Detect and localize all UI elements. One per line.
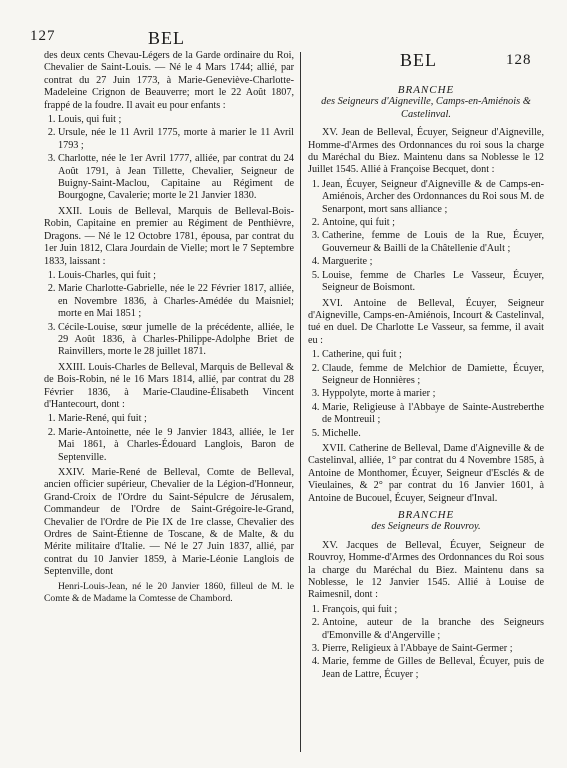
- list-item: 5. Michelle.: [322, 428, 544, 440]
- branch-subtitle-2: des Seigneurs de Rouvroy.: [371, 521, 481, 533]
- generation-xv-rouvroy: XV. Jacques de Belleval, Écuyer, Seigneur de Rouvroy, Homme-d'Armes des Ordonnances du Roi sous la charge du Maréchal du Biez. Maintenu dans sa Noblesse, le 12 Janvier 1545. Allié à Louise de Raimesnil, dont :: [308, 539, 544, 601]
- list-item: 1. Marie-René, qui fuit ;: [58, 413, 294, 425]
- list-item: 2. Marie-Antoinette, née le 9 Janvier 1843, alliée, le 1er Mai 1861, à Charles-Édouard Langlois, Baron de Septenville.: [58, 427, 294, 464]
- list-item: 3. Catherine, femme de Louis de la Rue, Écuyer, Gouverneur & Bailli de la Châtellenie d'Ault ;: [322, 230, 544, 255]
- list-item: 2. Claude, femme de Melchior de Damiette, Écuyer, Seigneur de Honnières ;: [322, 363, 544, 388]
- running-head-right: BEL: [400, 50, 437, 70]
- generation-xvii: XVII. Catherine de Belleval, Dame d'Aigneville & de Castelinval, alliée, 1° par contrat du 4 Novembre 1585, à Antoine de Monthomer, Écuyer, Seigneur d'Esclés & de Vieulaines, & 2° par contrat du 16 Janvier 1601, à Antoine de Bucouel, Écuyer, Seigneur d'Inval.: [308, 442, 544, 504]
- list-item: 1. Louis-Charles, qui fuit ;: [58, 270, 294, 282]
- generation-xvi: XVI. Antoine de Belleval, Écuyer, Seigneur d'Aigneville, Camps-en-Amiénois, Incourt & Castelinval, tué en duel. De Charlotte Le Vasseur, sa femme, il avait eu :: [308, 297, 544, 346]
- list-item: 2. Ursule, née le 11 Avril 1775, morte à marier le 11 Avril 1793 ;: [58, 127, 294, 152]
- right-column: [308, 80, 544, 684]
- list-item: 1. Catherine, qui fuit ;: [322, 349, 544, 361]
- list-item: 5. Louise, femme de Charles Le Vasseur, Écuyer, Seigneur de Boismont.: [322, 270, 544, 295]
- list-item: 1. François, qui fuit ;: [322, 604, 544, 616]
- generation-xxiii: XXIII. Louis-Charles de Belleval, Marquis de Belleval & de Bois-Robin, né le 16 Mars 1814, allié, par contrat du 28 Février 1836, à Marie-Claudine-Élisabeth Vincent d'Hantecourt, dont :: [44, 361, 294, 410]
- branch-subtitle-1: des Seigneurs d'Aigneville, Camps-en-Amiénois & Castelinval.: [321, 96, 531, 120]
- list-item: 1. Louis, qui fuit ;: [58, 114, 294, 126]
- list-item: 3. Charlotte, née le 1er Avril 1777, alliée, par contrat du 24 Août 1791, à Jean Tillette, Chevalier, Seigneur de Buigny-Saint-Maclou, Capitaine au Régiment de Bourgogne, Cavalerie; morte le 21 Janvier 1830.: [58, 153, 294, 203]
- column-divider: [300, 52, 301, 752]
- list-item: 4. Marie, femme de Gilles de Belleval, Écuyer, puis de Jean de Lattre, Écuyer ;: [322, 656, 544, 681]
- list-item: 2. Antoine, auteur de la branche des Seigneurs d'Emonville & d'Angerville ;: [322, 617, 544, 642]
- branch-title-2: BRANCHE: [397, 509, 455, 521]
- list-item: 2. Marie Charlotte-Gabrielle, née le 22 Février 1817, alliée, en Novembre 1836, à Charles-Amédée du Maisniel; morte en Mai 1851 ;: [58, 283, 294, 320]
- generation-xxii: XXII. Louis de Belleval, Marquis de Belleval-Bois-Robin, Capitaine en premier au Régiment de Penthièvre, Dragons. — Né le 12 Octobre 1781, épousa, par contrat du 1er Juin 1812, Clara Jourdain de Vielle; mort le 7 Septembre 1833, laissant :: [44, 205, 294, 267]
- list-item: 4. Marie, Religieuse à l'Abbaye de Sainte-Austreberthe de Montreuil ;: [322, 402, 544, 427]
- running-head-left: BEL: [148, 28, 185, 48]
- generation-xv: XV. Jean de Belleval, Écuyer, Seigneur d'Aigneville, Homme-d'Armes des Ordonnances du roi sous la charge du Maréchal du Biez. Maintenu dans sa Noblesse le 12 Juillet 1545. Allié à Françoise Becquet, dont :: [308, 127, 544, 176]
- branch-title-1: BRANCHE: [397, 84, 455, 96]
- children-list-xv: [308, 179, 544, 295]
- page-number-left: 127: [30, 28, 56, 44]
- list-item: 3. Cécile-Louise, sœur jumelle de la précédente, alliée, le 29 Août 1836, à Charles-Philippe-Adolphe Briet de Rainvillers, morte le 28 juillet 1871.: [58, 322, 294, 359]
- list-item: 3. Hyppolyte, morte à marier ;: [322, 388, 544, 400]
- henri-note: Henri-Louis-Jean, né le 20 Janvier 1860, filleul de M. le Comte & de Madame la Comtesse de Chambord.: [44, 580, 294, 605]
- children-list-2: [44, 270, 294, 359]
- list-item: 4. Marguerite ;: [322, 256, 544, 268]
- page-number-right: 128: [506, 52, 532, 68]
- children-list-xv2: [308, 604, 544, 681]
- children-list-3: [44, 413, 294, 464]
- list-item: 2. Antoine, qui fuit ;: [322, 217, 544, 229]
- list-item: 1. Jean, Écuyer, Seigneur d'Aigneville & de Camps-en-Amiénois, Archer des Ordonnances du Roi sous M. de Senarpont, mort sans alliance ;: [322, 179, 544, 216]
- left-column: [44, 50, 294, 607]
- children-list-xvi: [308, 349, 544, 440]
- intro-paragraph: des deux cents Chevau-Légers de la Garde ordinaire du Roi, Chevalier de Saint-Louis. — Né le 4 Mars 1744; allié, par contrat du 27 Juin 1773, à Marie-Geneviève-Charlotte-Madeleine Crignon de Beauverre; mort le 22 Août 1807, frappé de la foudre. Il avait eu pour enfants :: [44, 50, 294, 111]
- children-list-1: [44, 114, 294, 203]
- generation-xxiv: XXIV. Marie-René de Belleval, Comte de Belleval, ancien officier supérieur, Chevalier de la Légion-d'Honneur, Grand-Croix de l'Ordre du Saint-Sépulcre de Jérusalem, Commandeur de l'Ordre de Saint-Grégoire-le-Grand, Chevalier de l'Ordre de Pie IX de 1re classe, Chevalier des Ordres de Saint-Étienne de Toscane, & de Malte, & du Mérite militaire d'Italie. — Né le 27 Juin 1837, allié, par contrat du 10 Janvier 1859, à Marie-Léonie Langlois de Septenville, dont: [44, 467, 294, 578]
- list-item: 3. Pierre, Religieux à l'Abbaye de Saint-Germer ;: [322, 643, 544, 655]
